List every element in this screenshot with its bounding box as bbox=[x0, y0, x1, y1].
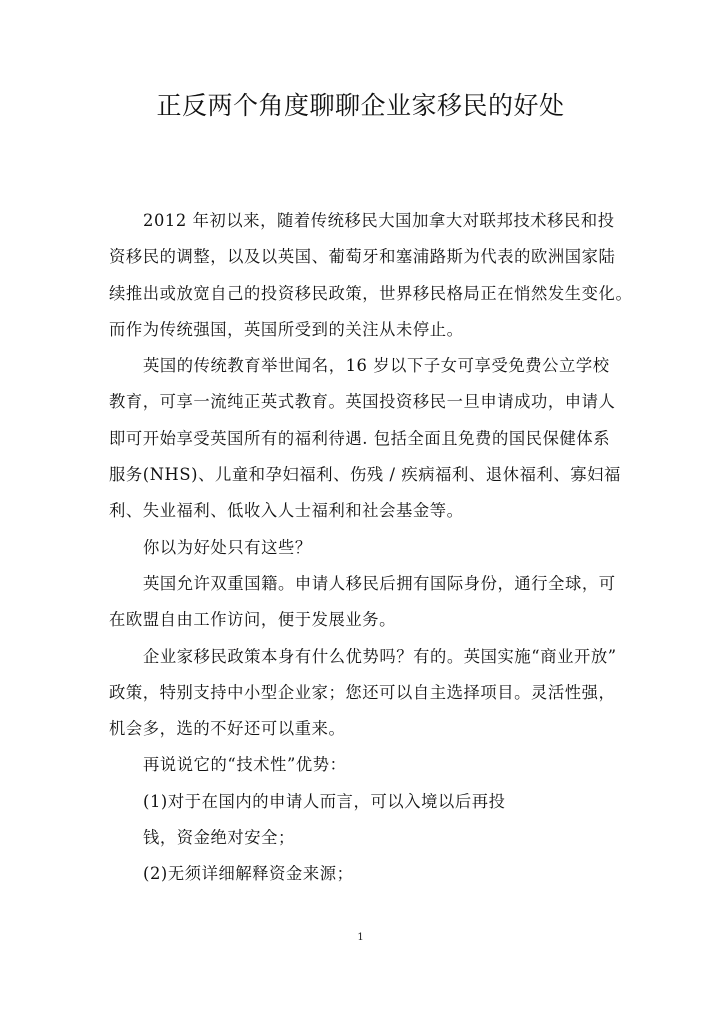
paragraph-line: 英国允许双重国籍。申请人移民后拥有国际身份，通行全球，可 bbox=[143, 573, 616, 593]
document-title: 正反两个角度聊聊企业家移民的好处 bbox=[156, 91, 565, 120]
list-item-line: (2)无须详细解释资金来源； bbox=[143, 864, 354, 884]
paragraph-line: 即可开始享受英国所有的福利待遇. 包括全面且免费的国民保健体系 bbox=[109, 428, 611, 448]
document-body bbox=[109, 203, 633, 893]
page-number: 1 bbox=[357, 932, 364, 943]
paragraph-line: 资移民的调整，以及以英国、葡萄牙和塞浦路斯为代表的欧洲国家陆 bbox=[109, 247, 616, 267]
paragraph-line: 机会多，选的不好还可以重来。 bbox=[109, 719, 346, 739]
paragraph-line: 英国的传统教育举世闻名，16 岁以下子女可享受免费公立学校 bbox=[143, 356, 610, 376]
list-item-line: (1)对于在国内的申请人而言，可以入境以后再投 bbox=[143, 791, 506, 811]
paragraph-line: 你以为好处只有这些？ bbox=[143, 537, 312, 557]
paragraph-line: 企业家移民政策本身有什么优势吗？有的。英国实施“商业开放” bbox=[143, 646, 617, 666]
paragraph-line: 2012 年初以来，随着传统移民大国加拿大对联邦技术移民和投 bbox=[143, 211, 615, 230]
paragraph-line: 再说说它的“技术性”优势： bbox=[143, 755, 347, 775]
paragraph-line: 利、失业福利、低收入人士福利和社会基金等。 bbox=[109, 501, 464, 521]
paragraph-line: 教育，可享一流纯正英式教育。英国投资移民一旦申请成功，申请人 bbox=[109, 392, 616, 412]
paragraph-line: 续推出或放宽自己的投资移民政策，世界移民格局正在悄然发生变化。 bbox=[109, 283, 633, 303]
paragraph-line: 政策，特别支持中小型企业家；您还可以自主选择项目。灵活性强， bbox=[109, 682, 616, 702]
paragraph-line: 服务(NHS)、儿童和孕妇福利、伤残 / 疾病福利、退休福利、寡妇福 bbox=[109, 465, 621, 485]
paragraph-line: 而作为传统强国，英国所受到的关注从未停止。 bbox=[109, 319, 464, 339]
list-item-line: 钱，资金绝对安全； bbox=[143, 828, 295, 848]
paragraph-line: 在欧盟自由工作访问，便于发展业务。 bbox=[109, 610, 396, 630]
